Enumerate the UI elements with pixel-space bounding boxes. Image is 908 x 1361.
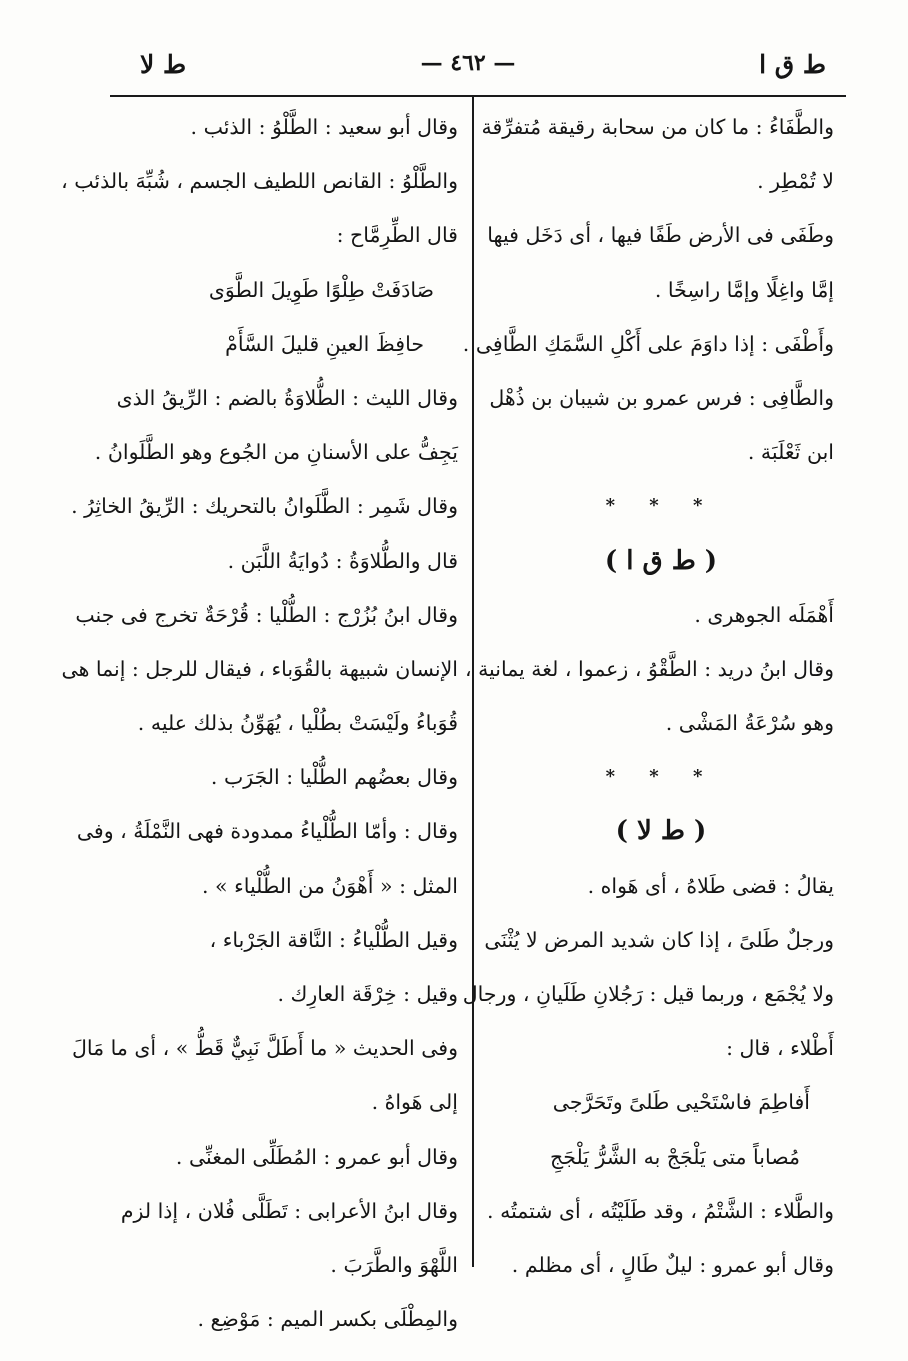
- text-line: وقال أبو سعيد : الطَّلْوُ : الذئب .: [190, 115, 458, 139]
- text-line: ولا يُجْمَع ، وربما قيل : رَجُلانِ طَلَيانِ ، ورجال: [462, 982, 834, 1006]
- entry-heading: ( ط ق ا ): [604, 545, 718, 576]
- header-root-left: ط لا: [140, 50, 187, 79]
- text-line: ورجلٌ طَلىً ، إذا كان شديد المرض لا يُثْنَى: [484, 927, 834, 952]
- text-line: إلى هَواهُ .: [371, 1090, 458, 1115]
- text-line: وقال شَمِر : الطَّلَوانُ بالتحريك : الرِّيقُ الخاثِرُ .: [71, 494, 458, 519]
- verse-line: صَادَفَتْ طِلْوًا طَوِيلَ الطَّوَى: [208, 277, 434, 302]
- verse-line: مُصاباً متى يَلْجَجْ به الشَّرُّ يَلْجَجِ: [550, 1144, 800, 1169]
- text-line: وقال : وأمّا الطُّلْياءُ ممدودة فهى النَّمْلَةُ ، وفى: [76, 819, 458, 844]
- text-line: لا تُمْطِر .: [757, 169, 834, 194]
- text-line: اللَّهْوَ والطَّرَبَ .: [330, 1252, 458, 1277]
- text-line: والطَّفَاءُ : ما كان من سحابة رقيقة مُتفرِّقة: [481, 115, 834, 139]
- text-line: قال الطِّرِمَّاح :: [336, 223, 458, 248]
- text-line: وقال ابنُ بُزُرْج : الطُّلْيا : قُرْحَةٌ تخرج فى جنب: [75, 602, 458, 627]
- text-line: قُوَباءُ ولَيْسَتْ بطُلْيا ، يُهَوِّنُ بذلك عليه .: [137, 711, 458, 736]
- page-header: [110, 50, 826, 90]
- text-line: وقال بعضُهم الطُّلْيا : الجَرَب .: [210, 765, 458, 790]
- text-line: يقالُ : قضى طَلاهُ ، أى هَواه .: [587, 873, 834, 898]
- section-separator: * * *: [605, 766, 717, 788]
- text-line: وقال ابنُ دريد : الطَّقْوُ ، زعموا ، لغة يمانية ،: [464, 656, 834, 681]
- text-line: والمِطْلَى بكسر الميم : مَوْضِع .: [197, 1307, 458, 1332]
- right-column: [462, 100, 834, 1292]
- text-line: وطَفَى فى الأرض طَفًا فيها ، أى دَخَل فيها: [487, 223, 834, 248]
- text-line: وهو سُرْعَةُ المَشْى .: [665, 711, 834, 736]
- text-line: أَطْلاء ، قال :: [726, 1036, 834, 1061]
- text-line: وقال أبو عمرو : المُطَلِّى المغنِّى .: [175, 1144, 458, 1169]
- text-line: والطَّلاء : الشَّتْمُ ، وقد طَلَيْتُه ، أى شتمتُه .: [487, 1198, 834, 1223]
- page-number: — ٤٦٢ —: [420, 50, 516, 76]
- text-line: وفى الحديث « ما أَطَلَّ نَبِيٌّ قَطُّ » ، أى ما مَالَ: [71, 1036, 458, 1061]
- text-line: وقيل : خِرْقَة العارِك .: [277, 982, 458, 1006]
- text-line: وقال أبو عمرو : ليلٌ طَالٍ ، أى مظلم .: [511, 1252, 834, 1277]
- text-line: وأَطْفَى : إذا داوَمَ على أَكْلِ السَّمَكِ الطَّافِى .: [462, 331, 834, 356]
- text-line: وقال الليث : الطُّلاوَةُ بالضم : الرِّيقُ الذى: [116, 385, 458, 410]
- text-line: والطَّافِى : فرس عمرو بن شيبان بن ذُهْل: [489, 385, 834, 410]
- left-column: [61, 100, 458, 1346]
- text-line: المثل : « أَهْوَنُ من الطُّلْياء » .: [202, 873, 458, 898]
- text-line: وقال ابنُ الأعرابى : تَطَلَّى فُلان ، إذا لزم: [120, 1198, 458, 1223]
- verse-line: حافِظَ العينِ قليلَ السَّأَمْ: [225, 331, 424, 356]
- text-line: ابن ثَعْلَبَة .: [747, 440, 834, 465]
- text-line: وقيل الطُّلْياءُ : النَّاقة الجَرْباء ،: [209, 927, 458, 952]
- header-root-right: ط ق ا: [759, 50, 826, 79]
- text-line: أَهْمَلَه الجوهرى .: [694, 602, 834, 627]
- entry-heading: ( ط لا ): [615, 816, 707, 847]
- text-line: يَجِفُّ على الأسنانِ من الجُوع وهو الطَّلَوانُ .: [94, 440, 458, 465]
- verse-line: أَفاطِمَ فاسْتَحْيى طَلىً وتَحَرَّجى: [552, 1090, 810, 1115]
- section-separator: * * *: [605, 495, 717, 517]
- text-line: إمَّا واغِلًا وإمَّا راسِخًا .: [654, 277, 834, 302]
- text-line: والطَّلْوُ : القانص اللطيف الجسم ، شُبِّهَ بالذئب ،: [61, 169, 458, 194]
- text-line: الإنسان شبيهة بالقُوَباء ، فيقال للرجل : إنما هى: [61, 656, 458, 681]
- text-line: قال والطُّلاوَةُ : دُوايَةُ اللَّبَن .: [227, 548, 458, 573]
- header-rule: [110, 95, 846, 97]
